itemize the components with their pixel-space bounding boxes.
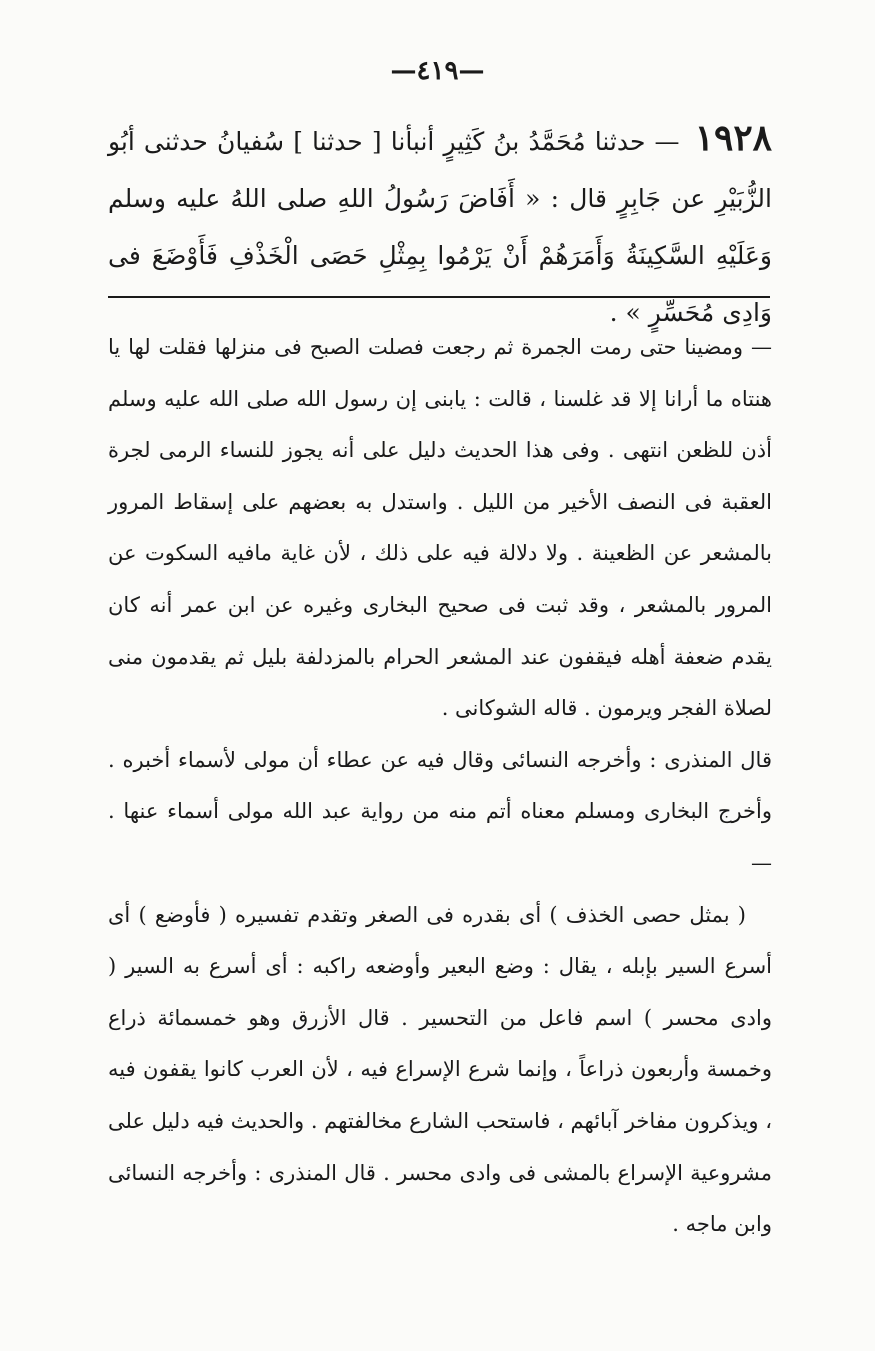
commentary-paragraph: ( بمثل حصى الخذف ) أى بقدره فى الصغر وتقدم تفسيره ( فأوضع ) أى أسرع السير بإبله ، يقال : وضع البعير وأوضعه راكبه : أى أسرع به السير ( وادى محسر ) اسم فاعل من التحسير . قال الأزرق وهو خمسمائة ذراع وخمسة وأربعون ذراعاً ، وإنما شرع الإسراع فيه ، لأن العرب كانوا يقفون فيه ، ويذكرون مفاخر آبائهم ، فاستحب الشارع مخالفتهم . والحديث فيه دليل على مشروعية الإسراع بالمشى فى وادى محسر . قال المنذرى : وأخرجه النسائى وابن ماجه . (108, 902, 772, 1237)
commentary-block (108, 322, 772, 1251)
hadith-text: — حدثنا مُحَمَّدُ بنُ كَثِيرٍ أنبأنا [ حدثنا ] سُفيانُ حدثنى أبُو الزُّبَيْرِ عن جَابِرٍ قال : « أَفَاضَ رَسُولُ اللهِ صلى اللهُ عليه وسلم وَعَلَيْهِ السَّكِينَةُ وَأَمَرَهُمْ أَنْ يَرْمُوا بِمِثْلِ حَصَى الْخَذْفِ فَأَوْضَعَ فى وَادِى مُحَسِّرٍ » . (108, 127, 772, 327)
hadith-block (108, 110, 772, 341)
commentary-paragraph: قال المنذرى : وأخرجه النسائى وقال فيه عن عطاء أن مولى لأسماء أخبره . وأخرج البخارى ومسلم معناه أتم منه من رواية عبد الله مولى أسماء عنها . — (108, 747, 772, 875)
page-number: —٤١٩— (390, 56, 485, 86)
hadith-number: ١٩٢٨ (694, 117, 772, 159)
footnote-divider (108, 296, 770, 298)
commentary-paragraph: — ومضينا حتى رمت الجمرة ثم رجعت فصلت الصبح فى منزلها فقلت لها يا هنتاه ما أرانا إلا قد غلسنا ، قالت : يابنى إن رسول الله صلى الله عليه وسلم أذن للظعن انتهى . وفى هذا الحديث دليل على أنه يجوز للنساء الرمى لجرة العقبة فى النصف الأخير من الليل . واستدل به بعضهم على إسقاط المرور بالمشعر عن الظعينة . ولا دلالة فيه على ذلك ، لأن غاية مافيه السكوت عن المرور بالمشعر ، وقد ثبت فى صحيح البخارى وغيره عن ابن عمر أنه كان يقدم ضعفة أهله فيقفون عند المشعر الحرام بالمزدلفة بليل ثم يقدمون منى لصلاة الفجر ويرمون . قاله الشوكانى . (108, 335, 772, 721)
